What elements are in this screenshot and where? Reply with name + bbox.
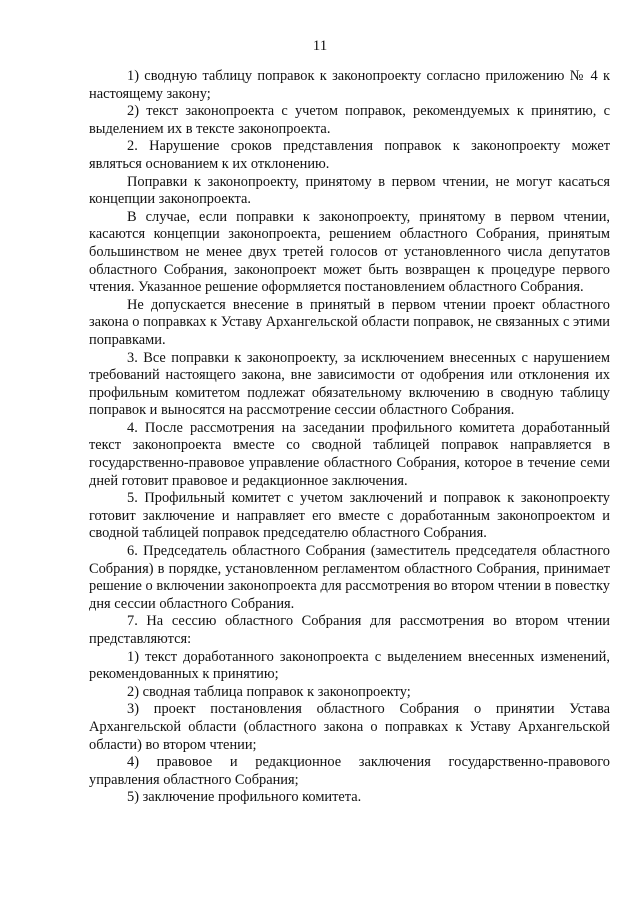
document-body — [89, 68, 610, 807]
paragraph: 3. Все поправки к законопроекту, за исключением внесенных с нарушением требований настоящего закона, вне зависимости от одобрения или отклонения их профильным комитетом подлежат обязательному включению в сводную таблицу поправок и выносятся на рассмотрение сессии областного Собрания. — [89, 349, 610, 419]
paragraph: Поправки к законопроекту, принятому в первом чтении, не могут касаться концепции законопроекта. — [89, 173, 610, 208]
paragraph: 4. После рассмотрения на заседании профильного комитета доработанный текст законопроекта вместе со сводной таблицей поправок направляется в государственно-правовое управление областного Собрания, которое в течение семи дней готовит правовое и редакционное заключения. — [89, 419, 610, 489]
paragraph: 1) сводную таблицу поправок к законопроекту согласно приложению № 4 к настоящему закону; — [89, 68, 610, 102]
paragraph: 2) сводная таблица поправок к законопроекту; — [127, 683, 411, 700]
paragraph: 6. Председатель областного Собрания (заместитель председателя областного Собрания) в порядке, установленном регламентом областного Собрания, принимает решение о включении законопроекта для рассмотрения во втором чтении в повестку дня сессии областного Собрания. — [89, 543, 610, 612]
paragraph: 2) текст законопроекта с учетом поправок, рекомендуемых к принятию, с выделением их в тексте законопроекта. — [89, 103, 610, 137]
paragraph: 7. На сессию областного Собрания для рассмотрения во втором чтении представляются: — [89, 613, 610, 647]
paragraph: 1) текст доработанного законопроекта с выделением внесенных изменений, рекомендованных к принятию; — [89, 648, 610, 683]
paragraph: 5) заключение профильного комитета. — [127, 789, 362, 806]
paragraph: 3) проект постановления областного Собрания о принятии Устава Архангельской области (областного закона о поправках к Уставу Архангельской области) во втором чтении; — [89, 701, 610, 753]
page-number: 11 — [312, 38, 328, 54]
paragraph: 5. Профильный комитет с учетом заключений и поправок к законопроекту готовит заключение и направляет его вместе с доработанным законопроектом и сводной таблицей поправок председателю областного Собрания. — [89, 490, 610, 542]
paragraph: Не допускается внесение в принятый в первом чтении проект областного закона о поправках к Уставу Архангельской области поправок, не связанных с этими поправками. — [89, 296, 610, 348]
paragraph: 4) правовое и редакционное заключения государственно-правового управления областного Собрания; — [89, 754, 610, 788]
paragraph: 2. Нарушение сроков представления поправок к законопроекту может являться основанием к их отклонению. — [89, 138, 610, 172]
paragraph: В случае, если поправки к законопроекту, принятому в первом чтении, касаются концепции законопроекта, решением областного Собрания, принятым большинством не менее двух третей голосов от установленного числа депутатов областного Собрания, законопроект может быть возвращен к процедуре первого чтения. Указанное решение оформляется постановлением областного Собрания. — [89, 208, 610, 296]
